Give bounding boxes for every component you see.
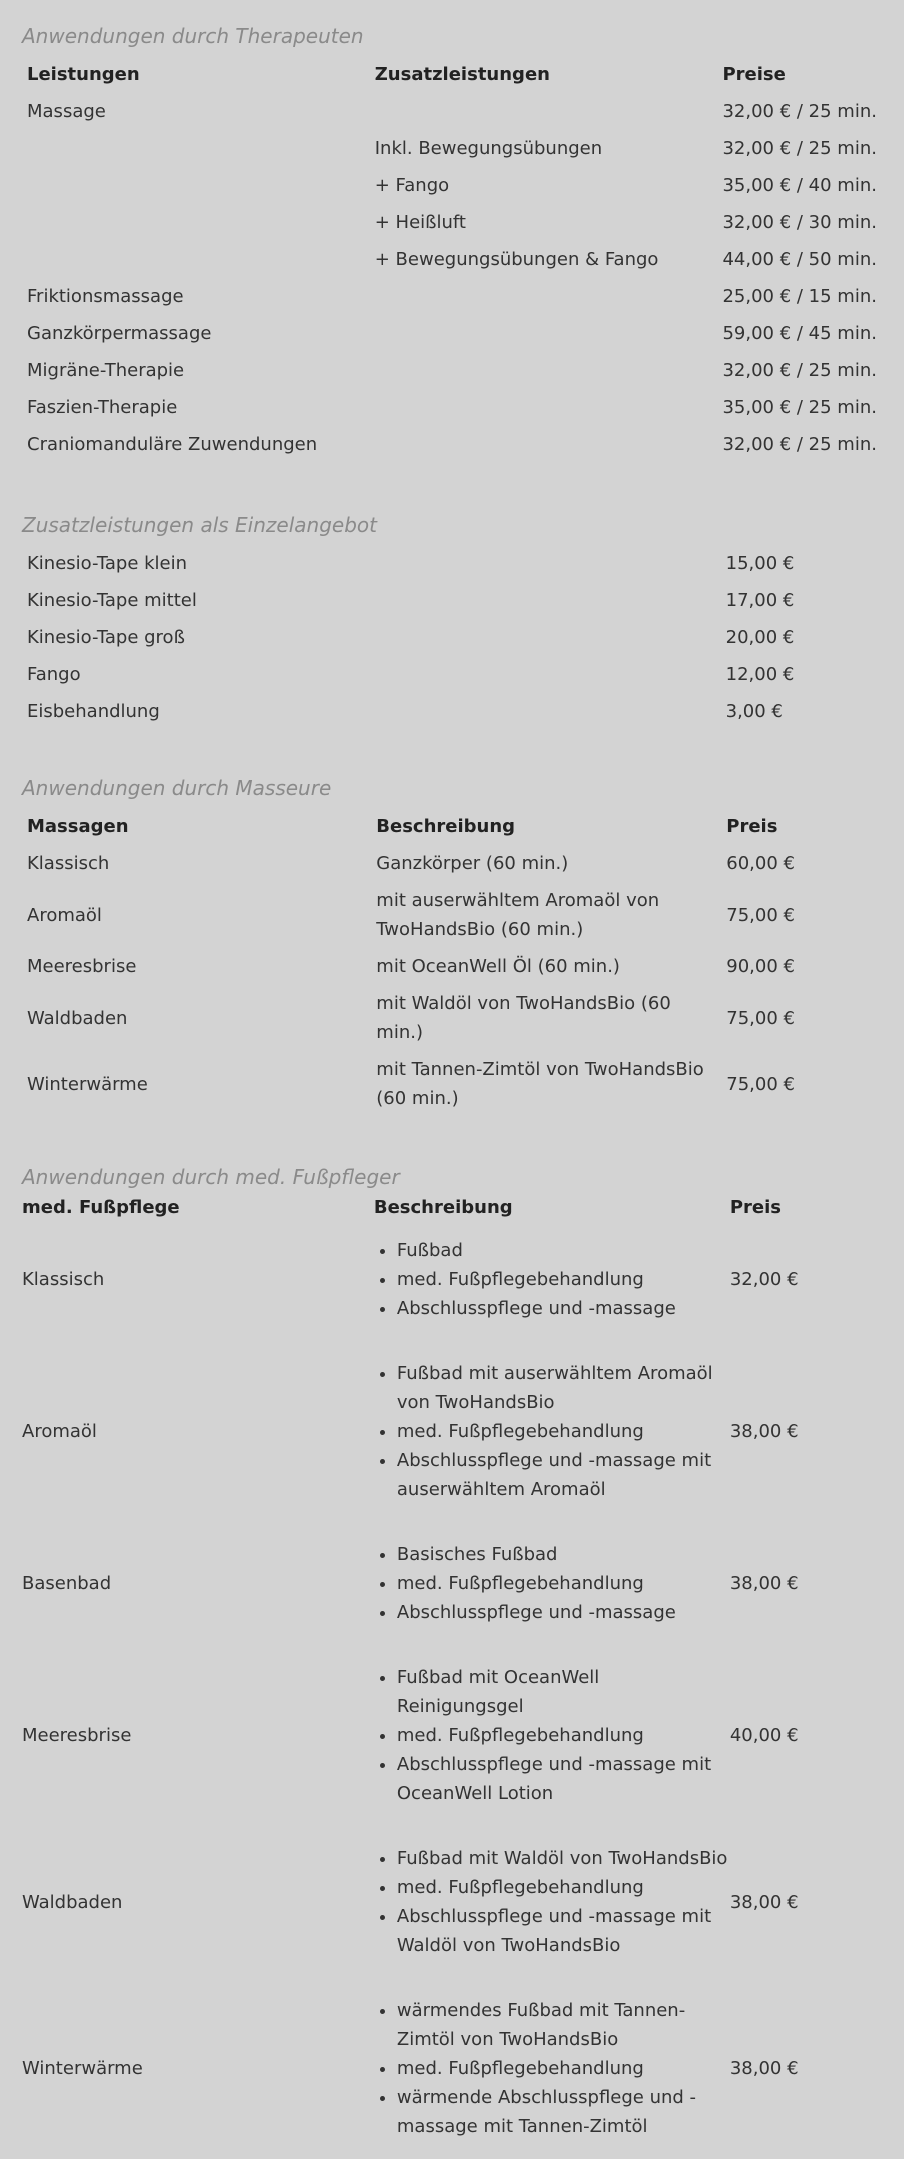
treatment-steps-list xyxy=(374,1996,730,2141)
table-row xyxy=(22,619,882,656)
fusspfleger-table xyxy=(22,1193,882,2159)
treatment-step: • wärmendes Fußbad mit Tannen-Zimtöl von TwoHandsBio xyxy=(397,1996,730,2054)
treatment-step: • med. Fußpflegebehandlung xyxy=(397,1873,730,1902)
section-heading-fusspfleger: Anwendungen durch med. Fußpfleger xyxy=(22,1165,400,1189)
treatment-step: • med. Fußpflegebehandlung xyxy=(397,1417,730,1446)
service-extra: mit Tannen-Zimtöl von TwoHandsBio (60 min.) xyxy=(376,1059,704,1109)
treatment-description xyxy=(374,1826,730,1978)
column-header: Preis xyxy=(729,1197,781,1218)
service-name: Waldbaden xyxy=(27,1007,128,1029)
service-price: 15,00 € xyxy=(725,553,795,574)
table-row xyxy=(22,426,882,463)
treatment-step: • Basisches Fußbad xyxy=(397,1540,730,1569)
treatment-description xyxy=(374,1978,730,2159)
service-price: 75,00 € xyxy=(726,904,795,926)
treatment-step: • med. Fußpflegebehandlung xyxy=(397,1721,730,1750)
service-name xyxy=(22,241,370,278)
treatment-name: Basenbad xyxy=(22,1573,112,1594)
service-name: Fango xyxy=(27,664,81,685)
treatment-name: Klassisch xyxy=(22,1269,105,1290)
table-row xyxy=(22,882,882,948)
treatment-steps-list xyxy=(374,1844,730,1960)
treatment-steps-list xyxy=(374,1236,730,1323)
table-header-row xyxy=(22,1193,882,1236)
service-price: 32,00 € / 30 min. xyxy=(722,212,877,233)
treatment-price: 40,00 € xyxy=(729,1725,799,1746)
table-header-row xyxy=(22,56,882,93)
service-price: 44,00 € / 50 min. xyxy=(722,249,877,270)
treatment-price: 38,00 € xyxy=(729,1421,799,1442)
service-price: 59,00 € / 45 min. xyxy=(722,323,877,344)
service-extra xyxy=(370,352,718,389)
masseure-table xyxy=(22,808,882,1117)
table-row xyxy=(22,1341,882,1522)
service-extra: + Heißluft xyxy=(374,212,466,233)
treatment-description xyxy=(374,1522,730,1645)
service-price: 3,00 € xyxy=(725,701,783,722)
service-extra: mit OceanWell Öl (60 min.) xyxy=(376,956,620,977)
service-extra xyxy=(373,545,720,582)
table-row xyxy=(22,352,882,389)
service-name: Winterwärme xyxy=(27,1073,148,1095)
service-price: 75,00 € xyxy=(726,1007,795,1029)
service-name: Kinesio-Tape groß xyxy=(27,627,185,648)
treatment-step: • med. Fußpflegebehandlung xyxy=(397,2054,730,2083)
table-row xyxy=(22,1826,882,1978)
service-name: Migräne-Therapie xyxy=(27,360,185,381)
service-name: Kinesio-Tape mittel xyxy=(27,590,197,611)
column-header: Leistungen xyxy=(27,64,140,85)
table-row xyxy=(22,1645,882,1826)
table-row xyxy=(22,656,882,693)
treatment-step: • Abschlusspflege und -massage xyxy=(397,1294,730,1323)
service-name: Aromaöl xyxy=(27,904,102,926)
table-row xyxy=(22,948,882,985)
service-price: 32,00 € / 25 min. xyxy=(722,101,877,122)
service-name: Massage xyxy=(27,101,106,122)
table-row xyxy=(22,130,882,167)
service-name xyxy=(22,204,370,241)
service-extra: mit auserwähltem Aromaöl von TwoHandsBio (60 min.) xyxy=(376,890,660,940)
column-header: med. Fußpflege xyxy=(22,1197,180,1218)
service-extra: Ganzkörper (60 min.) xyxy=(376,853,569,874)
treatment-price: 38,00 € xyxy=(729,1891,799,1913)
service-extra xyxy=(370,426,718,463)
service-price: 60,00 € xyxy=(726,853,795,874)
service-price: 90,00 € xyxy=(726,956,795,977)
service-extra: Inkl. Bewegungsübungen xyxy=(374,138,603,159)
service-name: Faszien-Therapie xyxy=(27,397,178,418)
service-extra: mit Waldöl von TwoHandsBio (60 min.) xyxy=(376,993,671,1043)
treatment-description xyxy=(374,1645,730,1826)
table-row xyxy=(22,693,882,730)
service-price: 35,00 € / 25 min. xyxy=(722,397,877,418)
service-name xyxy=(22,167,370,204)
treatment-name: Aromaöl xyxy=(22,1421,97,1442)
treatment-step: • Abschlusspflege und -massage mit auserwähltem Aromaöl xyxy=(397,1446,730,1504)
treatment-price: 38,00 € xyxy=(729,2058,799,2079)
table-row xyxy=(22,545,882,582)
section-heading-therapeuten: Anwendungen durch Therapeuten xyxy=(22,24,364,48)
treatment-price: 38,00 € xyxy=(729,1573,799,1594)
table-row xyxy=(22,204,882,241)
service-name: Eisbehandlung xyxy=(27,701,160,722)
table-row xyxy=(22,241,882,278)
treatment-step: • Abschlusspflege und -massage mit Waldöl von TwoHandsBio xyxy=(397,1902,730,1960)
service-name: Klassisch xyxy=(27,853,110,874)
treatment-steps-list xyxy=(374,1540,730,1627)
service-name: Friktionsmassage xyxy=(27,286,184,307)
table-row xyxy=(22,1051,882,1117)
treatment-step: • Fußbad mit Waldöl von TwoHandsBio xyxy=(397,1844,730,1873)
treatment-steps-list xyxy=(374,1663,730,1808)
treatment-step: • Fußbad xyxy=(397,1236,730,1265)
column-header: Zusatzleistungen xyxy=(374,64,550,85)
treatment-name: Winterwärme xyxy=(22,2058,143,2079)
therapeuten-table xyxy=(22,56,882,463)
column-header: Beschreibung xyxy=(376,816,516,837)
service-price: 25,00 € / 15 min. xyxy=(722,286,877,307)
einzelangebot-table xyxy=(22,545,882,730)
service-extra xyxy=(370,278,718,315)
table-row xyxy=(22,1522,882,1645)
treatment-step: • med. Fußpflegebehandlung xyxy=(397,1265,730,1294)
table-row xyxy=(22,1978,882,2159)
service-name: Ganzkörpermassage xyxy=(27,323,212,344)
service-name: Meeresbrise xyxy=(27,956,137,977)
section-heading-einzelangebot: Zusatzleistungen als Einzelangebot xyxy=(22,513,377,537)
treatment-step: • Fußbad mit OceanWell Reinigungsgel xyxy=(397,1663,730,1721)
service-price: 20,00 € xyxy=(725,627,795,648)
service-price: 12,00 € xyxy=(725,664,795,685)
table-row xyxy=(22,1236,882,1341)
treatment-description xyxy=(374,1236,730,1341)
service-extra xyxy=(373,619,720,656)
treatment-name: Waldbaden xyxy=(22,1891,123,1913)
treatment-step: • med. Fußpflegebehandlung xyxy=(397,1569,730,1598)
treatment-price: 32,00 € xyxy=(729,1269,799,1290)
column-header: Massagen xyxy=(27,816,129,837)
service-extra xyxy=(370,315,718,352)
treatment-step: • Fußbad mit auserwähltem Aromaöl von TwoHandsBio xyxy=(397,1359,730,1417)
treatment-steps-list xyxy=(374,1359,730,1504)
table-row xyxy=(22,389,882,426)
column-header: Beschreibung xyxy=(373,1197,513,1218)
service-price: 35,00 € / 40 min. xyxy=(722,175,877,196)
column-header: Preise xyxy=(722,64,786,85)
table-row xyxy=(22,985,882,1051)
service-price: 32,00 € / 25 min. xyxy=(722,138,877,159)
service-extra xyxy=(370,389,718,426)
service-price: 17,00 € xyxy=(725,590,795,611)
service-name: Kinesio-Tape klein xyxy=(27,553,188,574)
service-price: 32,00 € / 25 min. xyxy=(722,360,877,381)
service-price: 75,00 € xyxy=(726,1073,795,1095)
treatment-description xyxy=(374,1341,730,1522)
table-row xyxy=(22,582,882,619)
treatment-step: • Abschlusspflege und -massage mit OceanWell Lotion xyxy=(397,1750,730,1808)
service-extra xyxy=(373,693,720,730)
service-extra xyxy=(370,93,718,130)
service-price: 32,00 € / 25 min. xyxy=(722,434,877,455)
column-header: Preis xyxy=(726,816,778,837)
service-name: Craniomanduläre Zuwendungen xyxy=(27,434,318,455)
service-extra xyxy=(373,656,720,693)
treatment-step: • wärmende Abschlusspflege und -massage mit Tannen-Zimtöl xyxy=(397,2083,730,2141)
table-row xyxy=(22,93,882,130)
treatment-step: • Abschlusspflege und -massage xyxy=(397,1598,730,1627)
table-row xyxy=(22,167,882,204)
table-row xyxy=(22,278,882,315)
service-extra xyxy=(373,582,720,619)
table-header-row xyxy=(22,808,882,845)
treatment-name: Meeresbrise xyxy=(22,1725,132,1746)
table-row xyxy=(22,845,882,882)
service-extra: + Bewegungsübungen & Fango xyxy=(374,249,659,270)
table-row xyxy=(22,315,882,352)
service-name xyxy=(22,130,370,167)
section-heading-masseure: Anwendungen durch Masseure xyxy=(22,776,332,800)
service-extra: + Fango xyxy=(374,175,450,196)
